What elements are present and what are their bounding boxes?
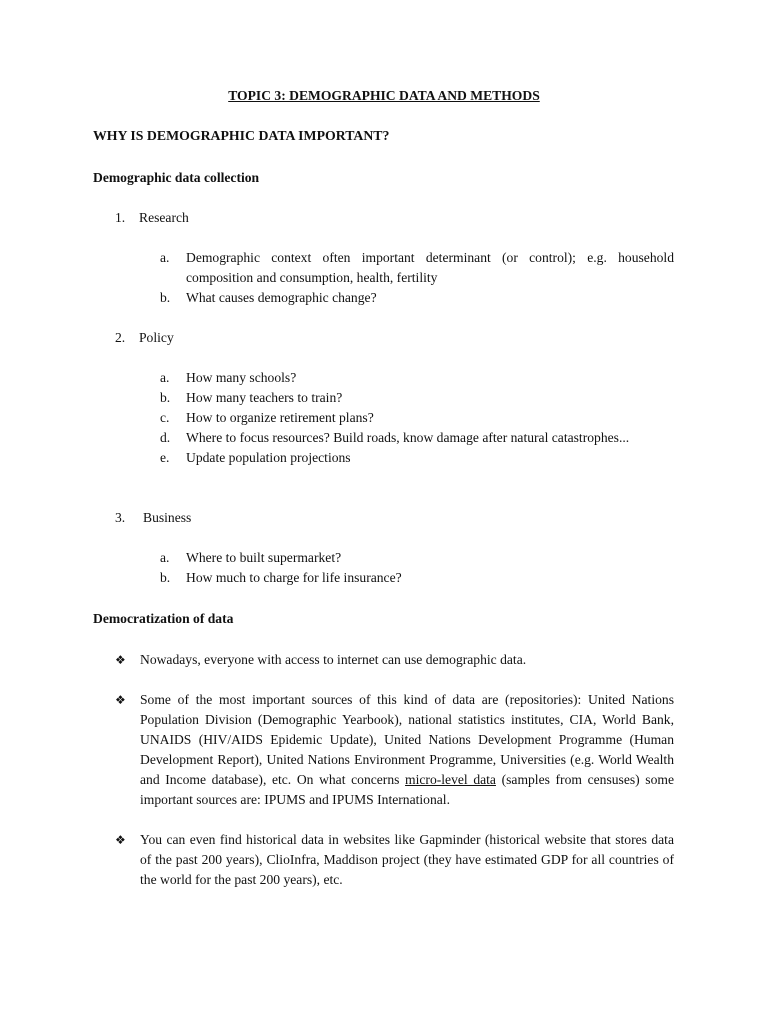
diamond-bullet-icon: ❖ <box>115 653 126 667</box>
item-letter: d. <box>160 430 171 445</box>
bullet-text: You can even find historical data in websites like Gapminder (historical website that stores data of the past 200 years), ClioInfra, Maddison project (they have estimated GDP for all countries of the world for the past 200 years), etc. <box>140 832 674 887</box>
item-text: How many schools? <box>186 370 297 385</box>
item-text: How to organize retirement plans? <box>186 410 374 425</box>
item-text: Demographic context often important determinant (or control); e.g. household composition and consumption, health, fertility <box>186 250 674 285</box>
item-letter: a. <box>160 550 170 565</box>
item-text: How much to charge for life insurance? <box>186 570 402 585</box>
item-label: Business <box>143 510 192 525</box>
list-item <box>160 368 674 388</box>
item-letter: a. <box>160 250 170 265</box>
item-number: 2. <box>115 330 126 345</box>
item-letter: e. <box>160 450 170 465</box>
item-text: Update population projections <box>186 450 351 465</box>
heading-why-important: WHY IS DEMOGRAPHIC DATA IMPORTANT? <box>93 128 390 143</box>
item-label: Research <box>139 210 189 225</box>
research-sublist <box>160 248 674 308</box>
list-item <box>160 248 674 288</box>
diamond-bullet-icon: ❖ <box>115 693 126 707</box>
list-item <box>115 690 674 810</box>
bullet-text: Some of the most important sources of this kind of data are (repositories): United Nations Population Division (Demographic Yearbook), national statistics institutes, CIA, World Bank, UNAIDS (HIV/AIDS Epidemic Update), United Nations Development Programme (Human Development Report), United Nations Environment Programme, Universities (e.g. World Wealth and Income database), etc. On what concerns <box>140 692 674 787</box>
item-text: Where to focus resources? Build roads, know damage after natural catastrophes... <box>186 430 630 445</box>
item-label: Policy <box>139 330 174 345</box>
item-number: 1. <box>115 210 126 225</box>
list-item <box>160 388 674 408</box>
page-title: TOPIC 3: DEMOGRAPHIC DATA AND METHODS <box>228 88 540 103</box>
list-item <box>160 448 674 468</box>
item-number: 3. <box>115 510 126 525</box>
micro-level-data-link: micro-level data <box>405 772 496 787</box>
list-item <box>160 408 674 428</box>
heading-democratization: Democratization of data <box>93 611 234 626</box>
list-item <box>115 830 674 890</box>
list-item <box>160 548 674 568</box>
item-letter: a. <box>160 370 170 385</box>
item-letter: b. <box>160 390 171 405</box>
item-letter: b. <box>160 290 171 305</box>
item-text: How many teachers to train? <box>186 390 343 405</box>
item-letter: b. <box>160 570 171 585</box>
democratization-bullets <box>115 650 674 910</box>
item-letter: c. <box>160 410 170 425</box>
item-text: What causes demographic change? <box>186 290 377 305</box>
diamond-bullet-icon: ❖ <box>115 833 126 847</box>
list-item <box>115 650 674 670</box>
bullet-text: Nowadays, everyone with access to internet can use demographic data. <box>140 652 527 667</box>
heading-data-collection: Demographic data collection <box>93 170 260 185</box>
policy-sublist <box>160 368 674 468</box>
list-item <box>160 428 674 448</box>
list-item <box>160 288 674 308</box>
list-item <box>160 568 674 588</box>
business-sublist <box>160 548 674 588</box>
bullet-text-continued: (samples from censuses) some important sources are: IPUMS and IPUMS International. <box>140 772 674 807</box>
item-text: Where to built supermarket? <box>186 550 342 565</box>
